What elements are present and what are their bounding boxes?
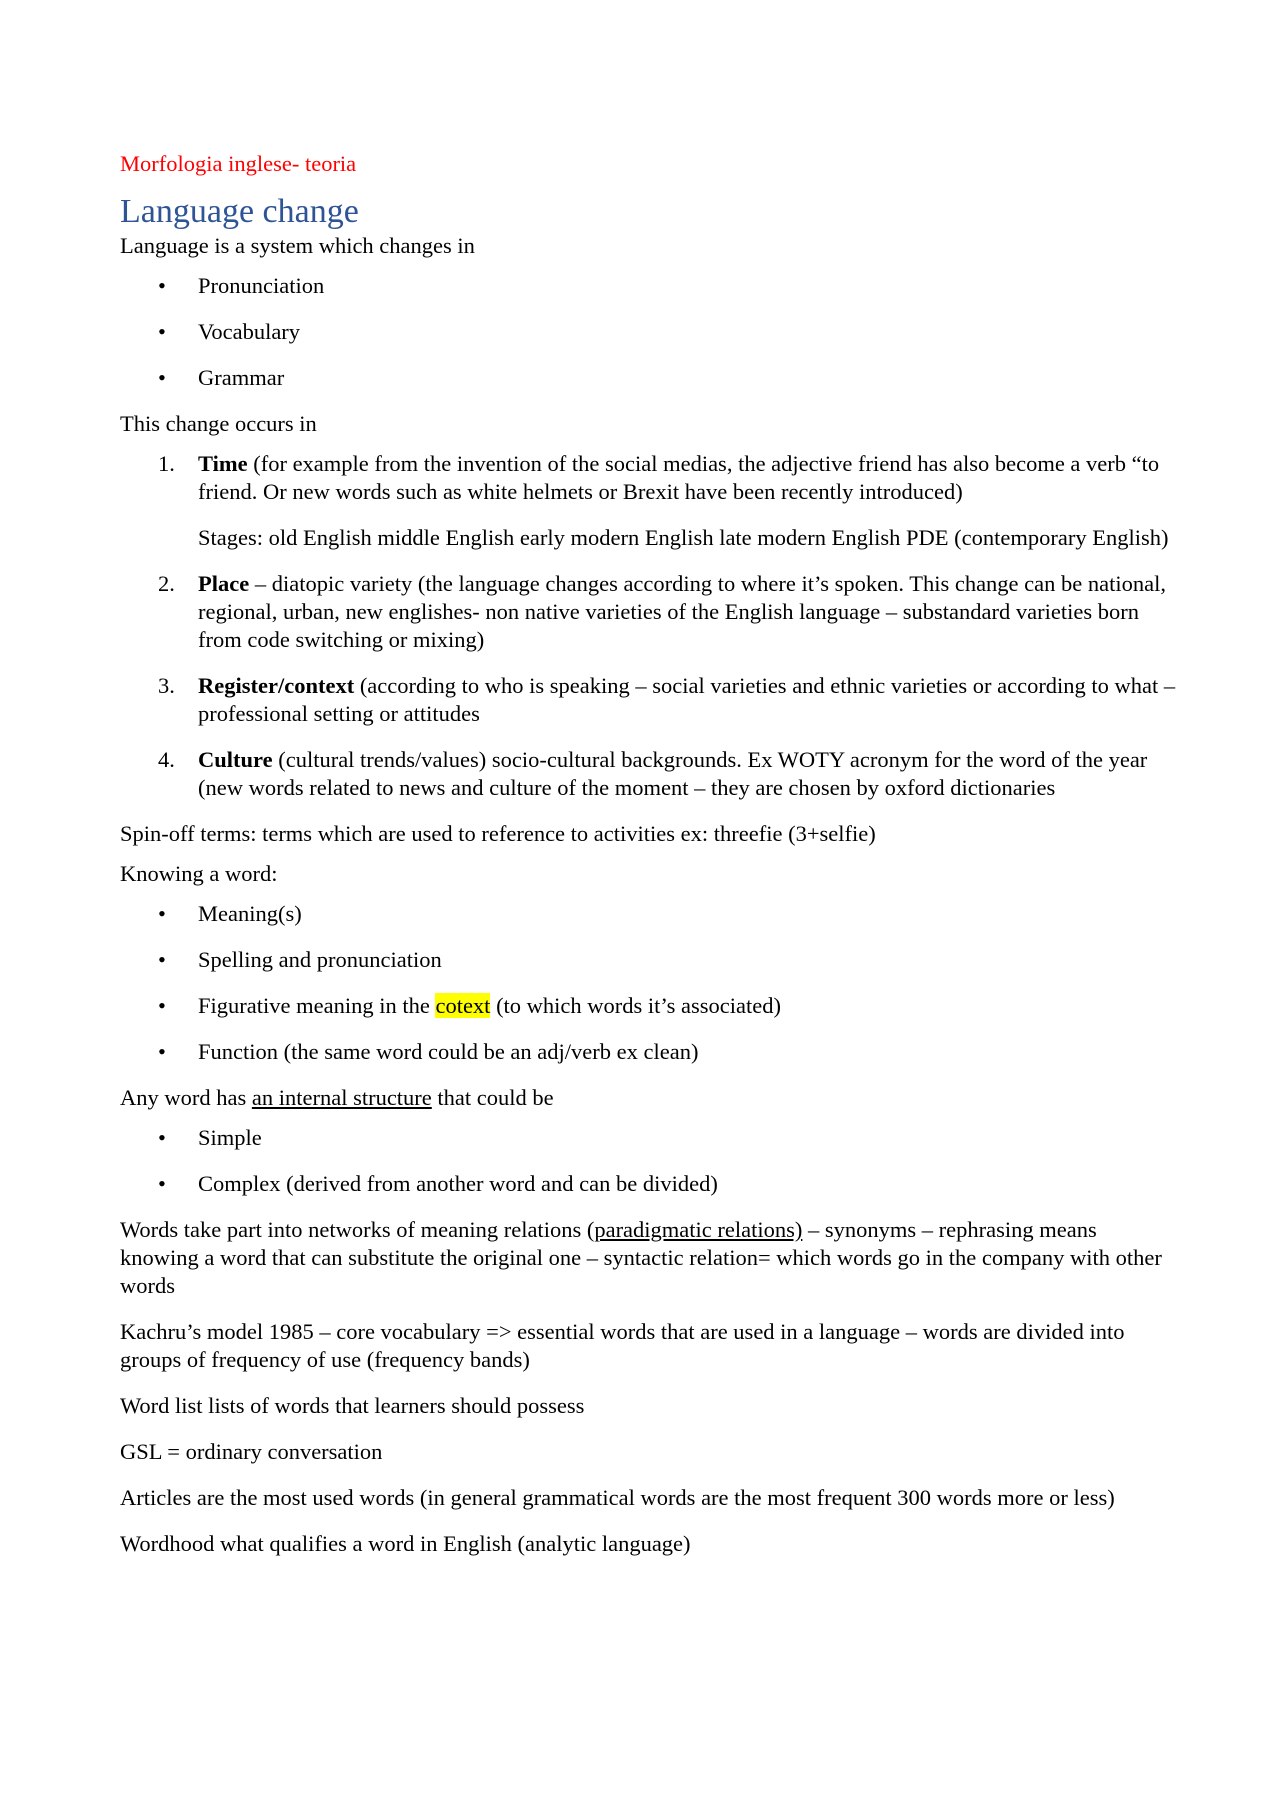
bullet-icon: •	[158, 1171, 166, 1196]
knowing-intro: Knowing a word:	[120, 861, 278, 886]
bullet-icon: •	[158, 993, 166, 1018]
networks-paragraph: Words take part into networks of meaning relations (paradigmatic relations) – synonyms – rephrasing means knowing a word that can substitute the original one – syntactic relation= which words go in the company with other words	[120, 1217, 1162, 1298]
bullet-icon: •	[158, 1125, 166, 1150]
stages-paragraph: Stages: old English middle English early modern English late modern English PDE (contemporary English)	[198, 525, 1169, 550]
list-term: Place	[198, 571, 250, 596]
list-number: 2.	[158, 571, 175, 596]
list-term: Register/context	[198, 673, 355, 698]
underlined-phrase: paradigmatic relations)	[594, 1217, 803, 1242]
document-page	[120, 150, 1180, 1576]
kachru-paragraph: Kachru’s model 1985 – core vocabulary => essential words that are used in a language – words are divided into groups of frequency of use (frequency bands)	[120, 1319, 1125, 1372]
occurs-intro: This change occurs in	[120, 411, 317, 436]
articles-paragraph: Articles are the most used words (in general grammatical words are the most frequent 300 words more or less)	[120, 1485, 1115, 1510]
list-item: • Spelling and pronunciation	[158, 947, 442, 972]
intro-paragraph: Language is a system which changes in	[120, 233, 475, 258]
section-heading: Language change	[120, 193, 359, 230]
list-item: • Pronunciation	[158, 273, 325, 298]
list-item: • Simple	[158, 1125, 262, 1150]
list-term: Time	[198, 451, 248, 476]
bullet-icon: •	[158, 365, 166, 390]
underlined-phrase: an internal structure	[251, 1085, 432, 1110]
spinoff-paragraph: Spin-off terms: terms which are used to reference to activities ex: threefie (3+selfie)	[120, 821, 876, 846]
structure-list	[120, 1124, 1180, 1198]
highlighted-word: cotext	[435, 993, 491, 1018]
bullet-icon: •	[158, 273, 166, 298]
gsl-paragraph: GSL = ordinary conversation	[120, 1439, 383, 1464]
knowing-list	[120, 900, 1180, 1066]
bullet-icon: •	[158, 901, 166, 926]
list-number: 3.	[158, 673, 175, 698]
list-item: 4. Culture (cultural trends/values) socio-cultural backgrounds. Ex WOTY acronym for the word of the year (new words related to news and culture of the moment – they are chosen by oxford dictionaries	[158, 747, 1148, 800]
list-term: Culture	[198, 747, 273, 772]
bullet-icon: •	[158, 947, 166, 972]
bullet-icon: •	[158, 319, 166, 344]
wordhood-paragraph: Wordhood what qualifies a word in English (analytic language)	[120, 1531, 691, 1556]
occurs-list	[120, 450, 1180, 802]
list-item: • Function (the same word could be an adj/verb ex clean)	[158, 1039, 699, 1064]
list-item: • Figurative meaning in the cotext (to which words it’s associated)	[158, 993, 782, 1018]
structure-paragraph: Any word has an internal structure that could be	[120, 1085, 554, 1110]
wordlist-paragraph: Word list lists of words that learners should possess	[120, 1393, 585, 1418]
document-subtitle: Morfologia inglese- teoria	[120, 151, 357, 176]
list-number: 4.	[158, 747, 175, 772]
list-item: • Vocabulary	[158, 319, 301, 344]
bullet-icon: •	[158, 1039, 166, 1064]
changes-list	[120, 272, 1180, 392]
list-number: 1.	[158, 451, 175, 476]
list-item: • Meaning(s)	[158, 901, 302, 926]
list-item: • Grammar	[158, 365, 285, 390]
list-item: 3. Register/context (according to who is speaking – social varieties and ethnic varieties or according to what – professional setting or attitudes	[158, 673, 1176, 726]
list-item: • Complex (derived from another word and can be divided)	[158, 1171, 718, 1196]
list-item: 1. Time (for example from the invention of the social medias, the adjective friend has also become a verb “to friend. Or new words such as white helmets or Brexit have been recently introduced) Stages: old English middle English early modern English late modern English PDE (contemporary English)	[120, 450, 1180, 552]
list-item: 2. Place – diatopic variety (the language changes according to where it’s spoken. This change can be national, regional, urban, new englishes- non native varieties of the English language – substandard varieties born from code switching or mixing)	[158, 571, 1166, 652]
